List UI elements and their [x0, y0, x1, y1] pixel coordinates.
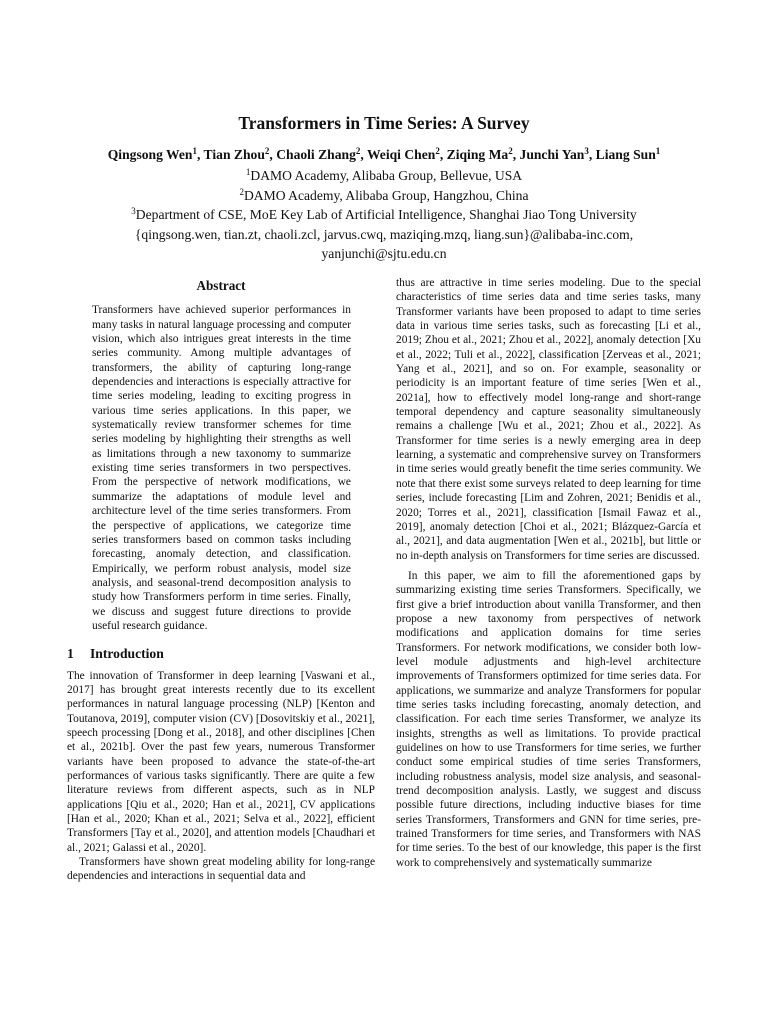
- abstract-text: Transformers have achieved superior performances in many tasks in natural language processing and computer vision, which also intrigues great interests in the time series community. Among multiple advantages of transformers, the ability of capturing long-range dependencies and interactions is especially attractive for time series modeling, leading to exciting progress in various time series applications. In this paper, we systematically review transformer schemes for time series modeling by highlighting their strengths as well as limitations through a new taxonomy to summarize existing time series transformers in two perspectives. From the perspective of network modifications, we summarize the adaptations of module level and architecture level of the time series transformers. From the perspective of applications, we categorize time series transformers based on common tasks including forecasting, anomaly detection, and classification. Empirically, we perform robust analysis, model size analysis, and seasonal-trend decomposition analysis to study how Transformers perform in time series. Finally, we discuss and suggest future directions to provide useful research guidance.: [92, 304, 351, 632]
- affiliation-block: [0, 166, 768, 264]
- body-paragraph: In this paper, we aim to fill the aforementioned gaps by summarizing existing time series Transformers. Specifically, we first give a brief introduction about vanilla Transformer, and then propose a new taxonomy from perspectives of network modifications and application domains for time series Transformers. For network modifications, we consider both low-level module adjustments and high-level architecture improvements of Transformers optimized for time series data. For applications, we summarize and analyze Transformers for popular time series tasks including forecasting, anomaly detection, and classification. For each time series Transformer, we analyze its insights, strengths as well as limitations. To provide practical guidelines on how to use Transformers for time series, we further conduct some empirical studies of time series Transformers, including robustness analysis, model size analysis, and seasonal-trend decomposition analysis. Lastly, we suggest and discuss possible future directions, including inductive biases for time series Transformers, Transformers and GNN for time series, pre-trained Transformers for time series, and Transformers with NAS for time series. To the best of our knowledge, this paper is the first work to comprehensively and systematically summarize: [396, 569, 701, 869]
- author-affiliation-mark: 2: [264, 146, 270, 156]
- paper-title: Transformers in Time Series: A Survey: [238, 113, 530, 133]
- author: Ziqing Ma: [446, 147, 509, 162]
- author-affiliation-mark: 2: [508, 146, 513, 156]
- author: Tian Zhou: [203, 147, 265, 162]
- affiliation-number: 1: [245, 167, 251, 177]
- right-column: [396, 276, 701, 870]
- section-heading: [67, 647, 375, 661]
- author: Junchi Yan: [519, 147, 585, 162]
- author: Weiqi Chen: [366, 147, 436, 162]
- body-paragraph: thus are attractive in time series modeling. Due to the special characteristics of time series data and time series tasks, many Transformer variants have been proposed to adapt to time series data in various time series tasks, such as forecasting [Li et al., 2019; Zhou et al., 2021; Zhou et al., 2022], anomaly detection [Xu et al., 2022; Tuli et al., 2022], classification [Zerveas et al., 2021; Yang et al., 2021], and so on. For example, seasonality or periodicity is an important feature of time series [Wen et al., 2021a], how to effectively model long-range and short-range temporal dependency and capture seasonality simultaneously remains a challenge [Wu et al., 2021; Zhou et al., 2022]. As Transformer for time series is a newly emerging area in deep learning, a systematic and comprehensive survey on Transformers in time series would greatly benefit the time series community. We note that there exist some surveys related to deep learning for time series, include forecasting [Lim and Zohren, 2021; Benidis et al., 2020; Torres et al., 2021], classification [Ismail Fawaz et al., 2019], anomaly detection [Choi et al., 2021; Blázquez-García et al., 2021], and data augmentation [Wen et al., 2021b], but little or no in-depth analysis on Transformers for time series are discussed.: [396, 277, 701, 562]
- affiliation-line: [0, 205, 768, 225]
- body-paragraph: Transformers have shown great modeling ability for long-range dependencies and interactions in sequential data and: [67, 856, 375, 883]
- email-line: yanjunchi@sjtu.edu.cn: [321, 246, 447, 261]
- author-list: Qingsong Wen$^1$, Tian Zhou$^2$, Chaoli Zhang$^2$, Weiqi Chen$^2$, Ziqing Ma$^2$, Junchi Yan$^3$, Liang Sun$^1$: [107, 146, 661, 162]
- affiliation-number: 2: [239, 186, 244, 197]
- left-column: [67, 279, 375, 884]
- author: Chaoli Zhang: [276, 147, 356, 162]
- affiliation-line: [0, 166, 768, 186]
- affiliation-text: DAMO Academy, Alibaba Group, Bellevue, USA: [250, 168, 523, 183]
- affiliation-number: 3: [131, 206, 136, 216]
- affiliation-text: DAMO Academy, Alibaba Group, Hangzhou, China: [243, 187, 529, 203]
- section-title: Introduction: [90, 646, 164, 662]
- author-affiliation-mark: 2: [435, 146, 440, 156]
- affiliation-line: [0, 186, 768, 206]
- section-number: 1: [67, 646, 74, 662]
- author-affiliation-mark: 3: [584, 146, 589, 156]
- email-line: {qingsong.wen, tian.zt, chaoli.zcl, jarvus.cwq, maziqing.mzq, liang.sun}@alibaba-inc.com,: [134, 226, 634, 242]
- author-affiliation-mark: 2: [355, 146, 361, 156]
- author: Liang Sun: [595, 147, 656, 162]
- author-affiliation-mark: 1: [655, 146, 661, 156]
- abstract-heading: Abstract: [196, 278, 246, 293]
- body-paragraph: The innovation of Transformer in deep learning [Vaswani et al., 2017] has brought great interests recently due to its excellent performances in natural language processing (NLP) [Kenton and Toutanova, 2019], computer vision (CV) [Dosovitskiy et al., 2021], speech processing [Dong et al., 2018], and other disciplines [Chen et al., 2021b]. Over the past few years, numerous Transformer variants have been proposed to advance the state-of-the-art performances of various tasks significantly. There are quite a few literature reviews from different aspects, such as in NLP applications [Qiu et al., 2020; Han et al., 2021], CV applications [Han et al., 2020; Khan et al., 2021; Selva et al., 2022], efficient Transformers [Tay et al., 2020], and attention models [Chaudhari et al., 2021; Galassi et al., 2020].: [67, 669, 375, 854]
- author-affiliation-mark: 1: [192, 146, 197, 156]
- author: Qingsong Wen: [107, 147, 193, 162]
- affiliation-text: Department of CSE, MoE Key Lab of Artificial Intelligence, Shanghai Jiao Tong University: [135, 207, 637, 222]
